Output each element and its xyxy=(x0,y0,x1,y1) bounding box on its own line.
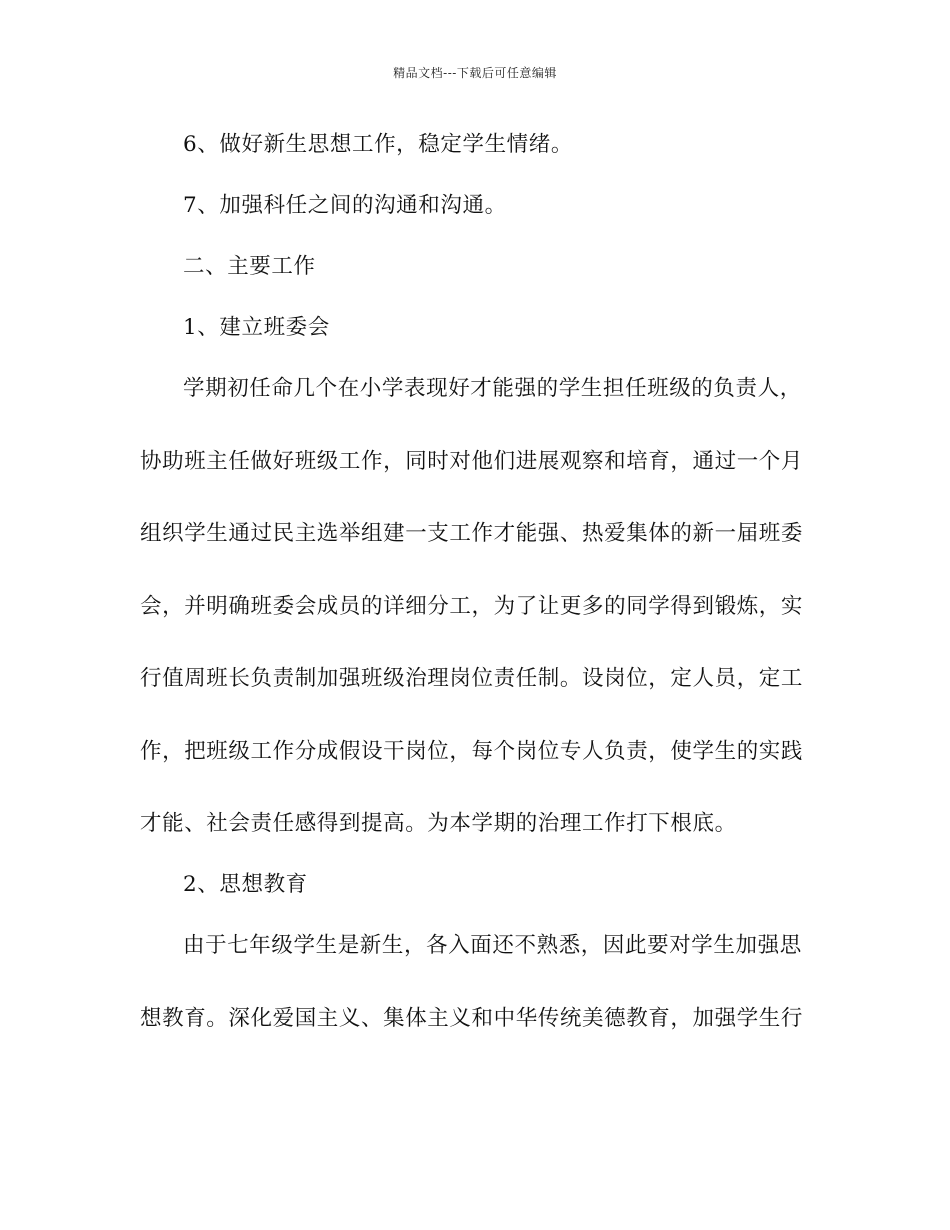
paragraph-line: 才能、社会责任感得到提高。为本学期的治理工作打下根底。 xyxy=(140,811,737,836)
paragraph-line: 行值周班长负责制加强班级治理岗位责任制。设岗位，定人员，定工 xyxy=(140,666,804,691)
paragraph-line: 作，把班级工作分成假设干岗位，每个岗位专人负责，使学生的实践 xyxy=(140,739,804,764)
paragraph-line: 会，并明确班委会成员的详细分工，为了让更多的同学得到锻炼，实 xyxy=(140,594,804,619)
subheading-ideological-education: 2、思想教育 xyxy=(183,872,308,897)
paragraph-line: 协助班主任做好班级工作，同时对他们进展观察和培育，通过一个月 xyxy=(140,449,804,474)
paragraph-line: 想教育。深化爱国主义、集体主义和中华传统美德教育，加强学生行 xyxy=(140,1006,804,1031)
page-header: 精品文档---下载后可任意编辑 xyxy=(393,66,557,80)
list-item-6: 6、做好新生思想工作，稳定学生情绪。 xyxy=(183,132,573,157)
subheading-class-committee: 1、建立班委会 xyxy=(183,315,330,340)
section-heading-main-work: 二、主要工作 xyxy=(183,254,316,279)
list-item-7: 7、加强科任之间的沟通和沟通。 xyxy=(183,193,507,218)
paragraph-line: 由于七年级学生是新生，各入面还不熟悉，因此要对学生加强思 xyxy=(183,933,802,958)
paragraph-line: 组织学生通过民主选举组建一支工作才能强、热爱集体的新一届班委 xyxy=(140,521,804,546)
paragraph-line: 学期初任命几个在小学表现好才能强的学生担任班级的负责人， xyxy=(183,376,802,401)
